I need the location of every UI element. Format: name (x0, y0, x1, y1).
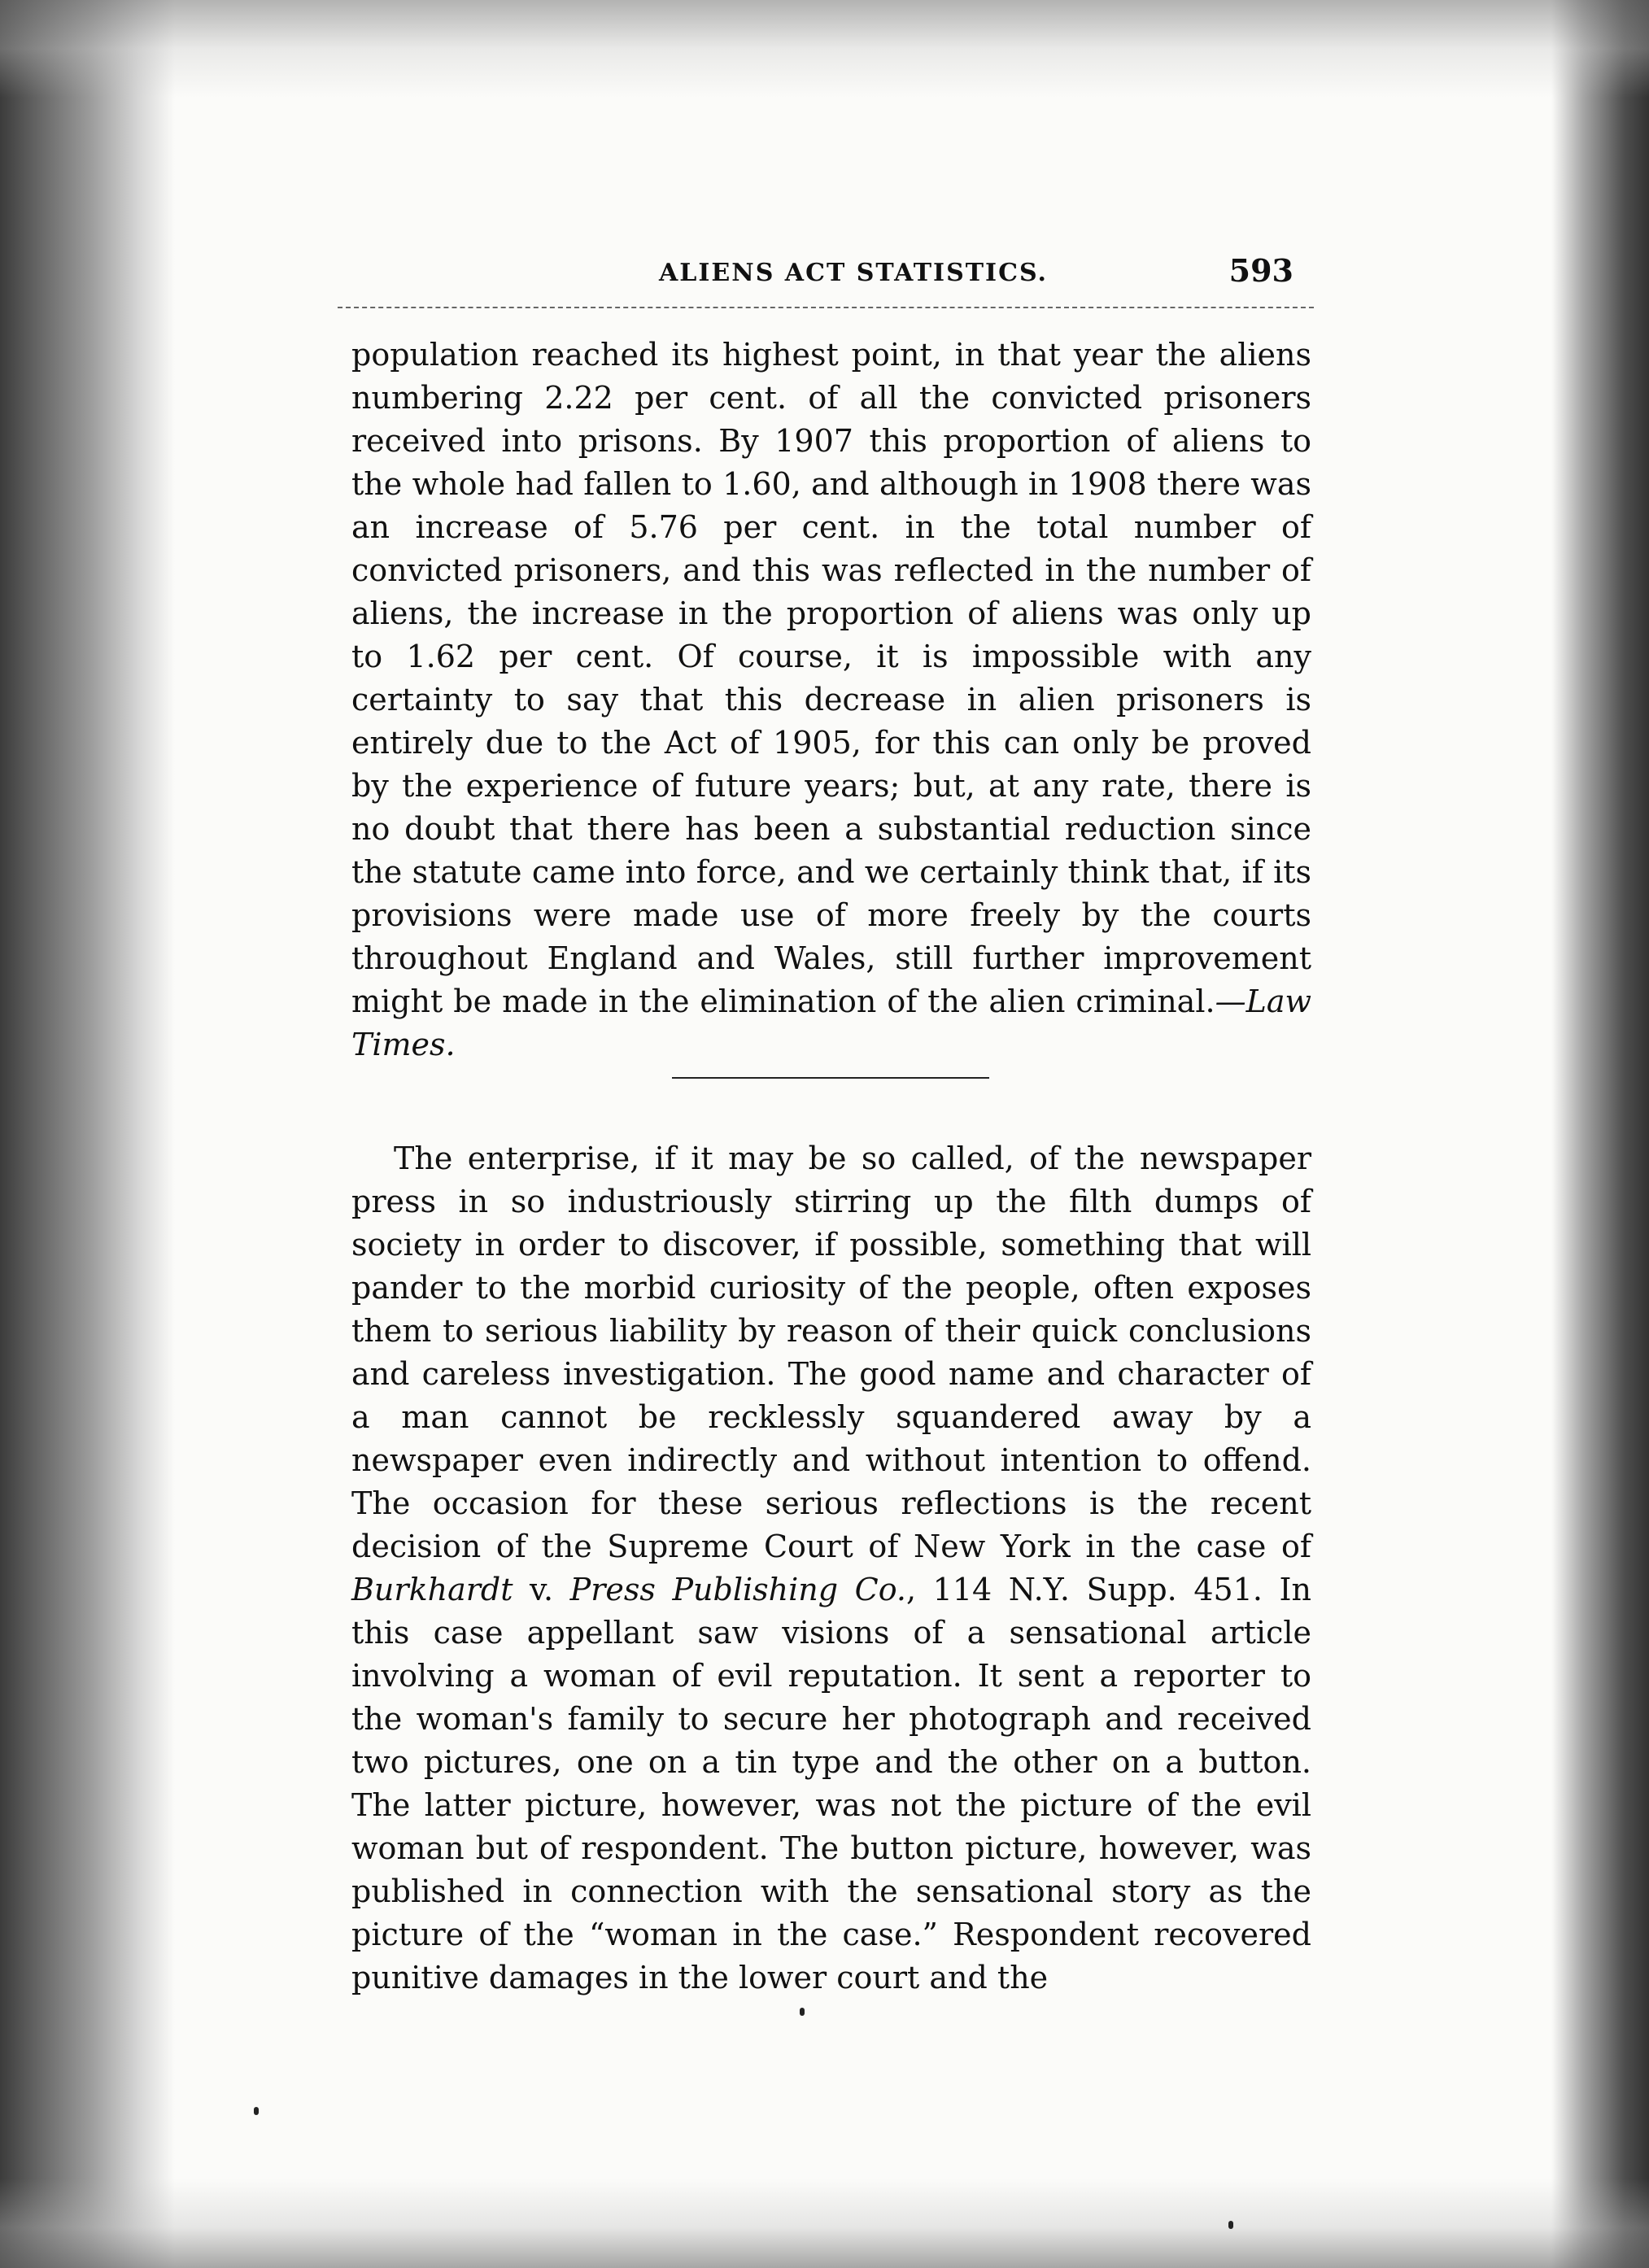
scan-shadow-bottom (0, 2179, 1649, 2268)
scan-shadow-top (0, 0, 1649, 98)
paragraph-aliens-act (351, 334, 1311, 1066)
case-versus: v. (513, 1572, 570, 1607)
running-title: ALIENS ACT STATISTICS. (659, 259, 1049, 287)
page-header (350, 252, 1318, 301)
paragraph-text: The enterprise, if it may be so called, of the newspaper press in so industriously stirring up the filth dumps of society in order to discover, if possible, something that will pander to the morbid curiosity of the people, often exposes them to serious liability by reason of their quick conclusions and careless investigation. The good name and character of a man cannot be recklessly squandered away by a newspaper even indirectly and without intention to offend. The occasion for these serious reflections is the recent decision of the Supreme Court of New York in the case of (351, 1141, 1311, 1564)
case-name-defendant: Press Publishing Co. (569, 1572, 907, 1607)
paragraph-text-continued: , 114 N.Y. Supp. 451. In this case appellant saw visions of a sensational article involving a woman of evil reputation. It sent a reporter to the woman's family to secure her photograph and received two pictures, one on a tin type and the other on a button. The latter picture, however, was not the picture of the evil woman but of respondent. The button picture, however, was published in connection with the sensational story as the picture of the “woman in the case.” Respondent recovered punitive damages in the lower court and the (351, 1572, 1311, 1995)
page-number: 593 (1228, 252, 1293, 289)
scan-speck (1228, 2221, 1233, 2229)
paragraph-text: population reached its highest point, in that year the aliens numbering 2.22 per cent. of all the convicted prisoners received into prisons. By 1907 this proportion of aliens to the whole had fallen to 1.60, and although in 1908 there was an increase of 5.76 per cent. in the total number of convicted prisoners, and this was reflected in the number of aliens, the increase in the proportion of aliens was only up to 1.62 per cent. Of course, it is impossible with any certainty to say that this decrease in alien prisoners is entirely due to the Act of 1905, for this can only be proved by the experience of future years; but, at any rate, there is no doubt that there has been a substantial reduction since the statute came into force, and we certainly think that, if its provisions were made use of more freely by the courts throughout England and Wales, still further improvement might be made in the elimination of the alien criminal. (351, 337, 1311, 1019)
citation-law-times: —Law Times. (351, 984, 1311, 1062)
scan-speck (254, 2107, 259, 2115)
scan-speck (800, 2008, 805, 2016)
section-separator (672, 1077, 989, 1079)
case-name-plaintiff: Burkhardt (351, 1572, 513, 1607)
header-rule (338, 307, 1314, 308)
paragraph-newspaper-press (351, 1137, 1311, 2000)
scan-shadow-right (1551, 0, 1649, 2268)
scan-shadow-left (0, 0, 175, 2268)
